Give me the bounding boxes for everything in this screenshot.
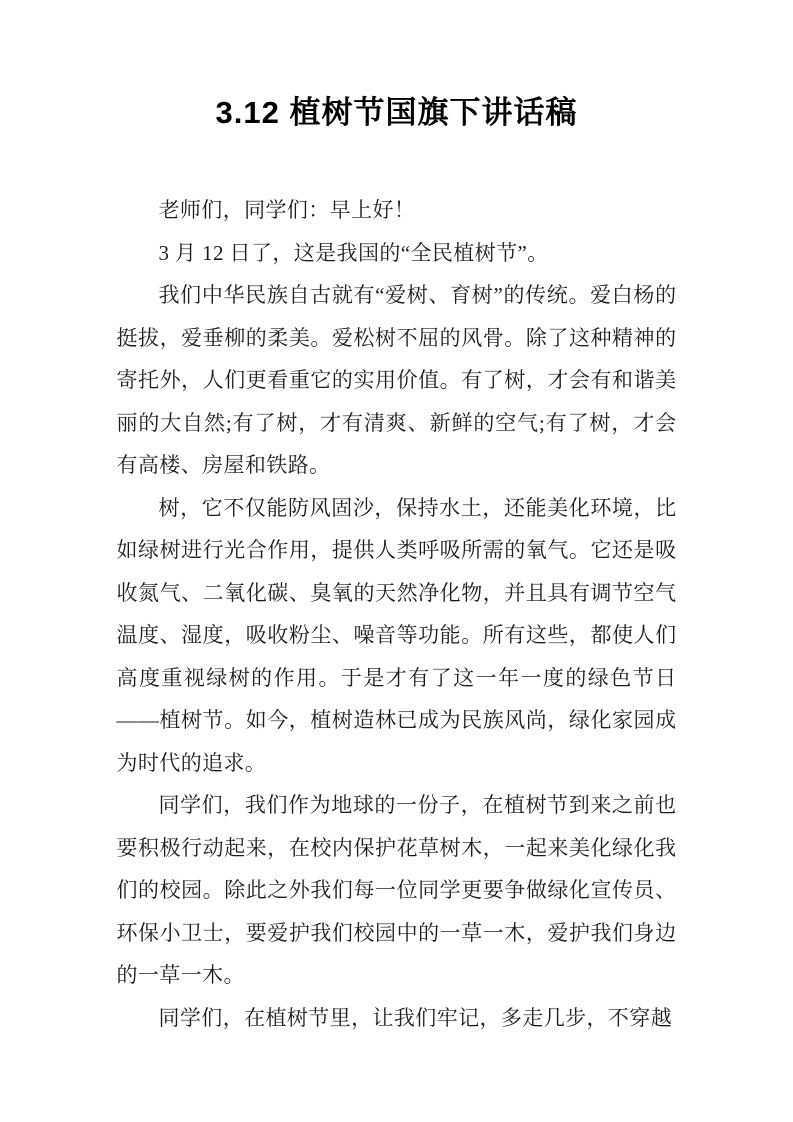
- paragraph-closing-truncated: 同学们，在植树节里，让我们牢记，多走几步，不穿越: [158, 1005, 673, 1030]
- document-body: [117, 189, 677, 1039]
- paragraph-greeting: 老师们，同学们：早上好！: [158, 198, 416, 222]
- paragraph-date-intro: 3 月 12 日了，这是我国的“全民植树节”。: [158, 240, 549, 265]
- paragraph-tree-benefits: 树，它不仅能防风固沙，保持水土，还能美化环境，比如绿树进行光合作用，提供人类呼吸所需的氧气。它还是吸收氮气、二氧化碳、臭氧的天然净化物，并且具有调节空气温度、湿度，吸收粉尘、噪音等功能。所有这些，都使人们高度重视绿树的作用。于是才有了这一年一度的绿色节日——植树节。如今，植树造林已成为民族风尚，绿化家园成为时代的追求。: [116, 495, 677, 775]
- paragraph-call-to-action: 同学们，我们作为地球的一份子，在植树节到来之前也要积极行动起来，在校内保护花草树木，一起来美化绿化我们的校园。除此之外我们每一位同学更要争做绿化宣传员、环保小卫士，要爱护我们校园中的一草一木，爱护我们身边的一草一木。: [116, 793, 677, 987]
- document-title: 3.12 植树节国旗下讲话稿: [215, 95, 578, 130]
- paragraph-tradition: 我们中华民族自古就有“爱树、育树”的传统。爱白杨的挺拔，爱垂柳的柔美。爱松树不屈的风骨。除了这种精神的寄托外，人们更看重它的实用价值。有了树，才会有和谐美丽的大自然;有了树，才有清爽、新鲜的空气;有了树，才会有高楼、房屋和铁路。: [116, 283, 677, 477]
